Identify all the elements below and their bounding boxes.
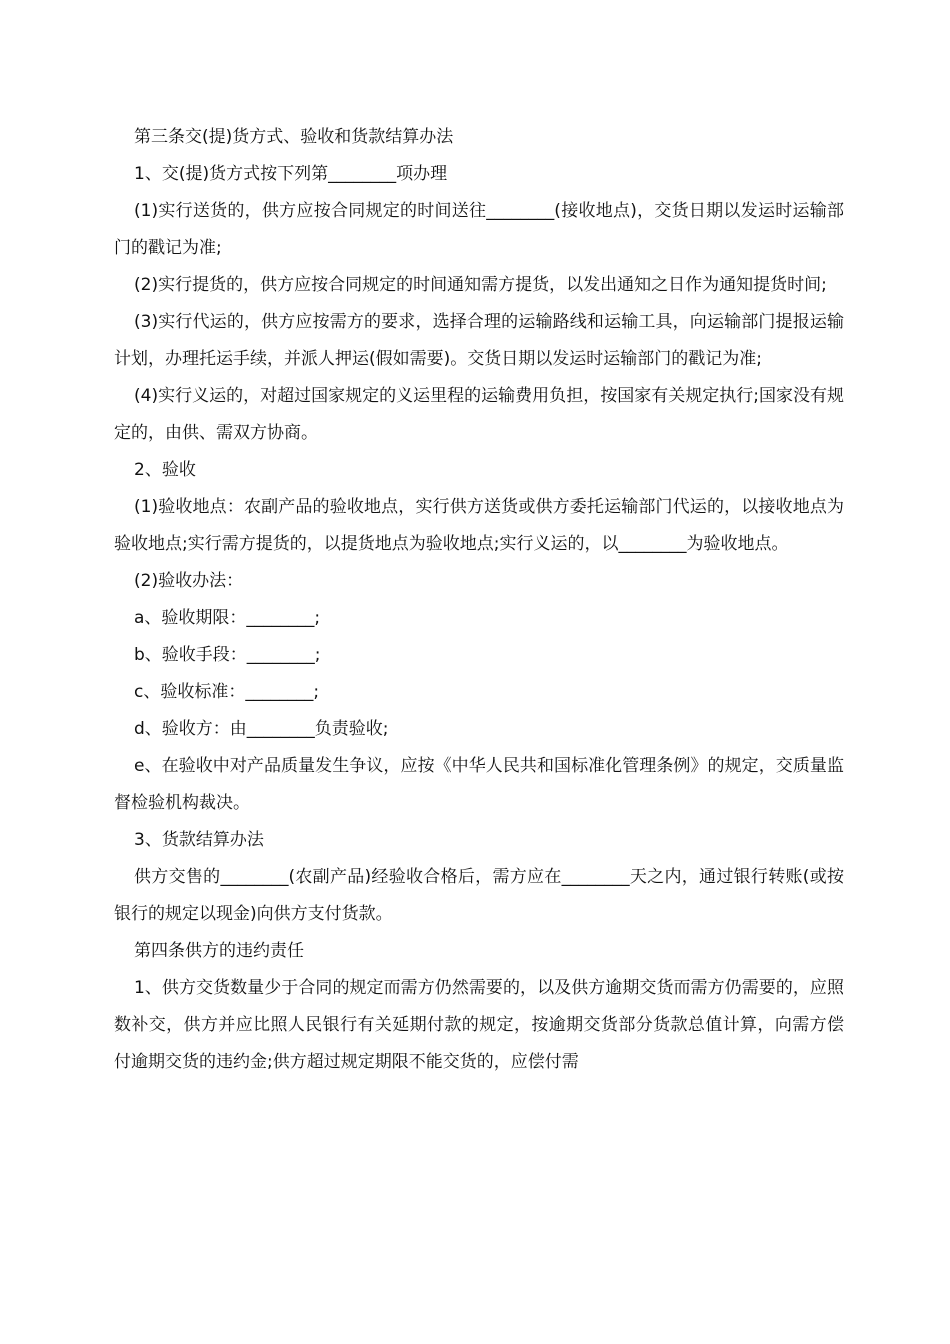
document-body [114,119,844,1081]
inspection-method-heading: (2)验收办法： [134,571,244,591]
delivery-option-1: (1)实行送货的，供方应按合同规定的时间送往________(接收地点)，交货日期以发运时运输部门的戳记为准; [114,201,844,258]
inspection-standard: c、验收标准：________; [134,682,320,702]
delivery-option-3: (3)实行代运的，供方应按需方的要求，选择合理的运输路线和运输工具，向运输部门提报运输计划，办理托运手续，并派人押运(假如需要)。交货日期以发运时运输部门的戳记为准; [114,312,844,369]
inspection-location: (1)验收地点：农副产品的验收地点，实行供方送货或供方委托运输部门代运的，以接收地点为验收地点;实行需方提货的，以提货地点为验收地点;实行义运的，以________为验收地点。 [114,497,844,554]
supplier-liability-1: 1、供方交货数量少于合同的规定而需方仍然需要的，以及供方逾期交货而需方仍需要的，应照数补交，供方并应比照人民银行有关延期付款的规定，按逾期交货部分货款总值计算，向需方偿付逾期交货的违约金;供方超过规定期限不能交货的，应偿付需 [114,978,844,1072]
inspection-term: a、验收期限：________; [134,608,321,628]
inspection-heading: 2、验收 [134,460,196,480]
delivery-method-clause: 1、交(提)货方式按下列第________项办理 [134,164,448,184]
article-3-heading: 第三条交(提)货方式、验收和货款结算办法 [134,127,454,147]
article-4-heading: 第四条供方的违约责任 [134,941,304,961]
delivery-option-4: (4)实行义运的，对超过国家规定的义运里程的运输费用负担，按国家有关规定执行;国家没有规定的，由供、需双方协商。 [114,386,844,443]
inspection-means: b、验收手段：________; [134,645,321,665]
delivery-option-2: (2)实行提货的，供方应按合同规定的时间通知需方提货，以发出通知之日作为通知提货时间; [134,275,827,295]
settlement-clause: 供方交售的________(农副产品)经验收合格后，需方应在________天之内，通过银行转账(或按银行的规定以现金)向供方支付货款。 [114,867,844,924]
quality-dispute: e、在验收中对产品质量发生争议，应按《中华人民共和国标准化管理条例》的规定，交质量监督检验机构裁决。 [114,756,844,813]
inspection-party: d、验收方：由________负责验收; [134,719,389,739]
settlement-heading: 3、货款结算办法 [134,830,264,850]
